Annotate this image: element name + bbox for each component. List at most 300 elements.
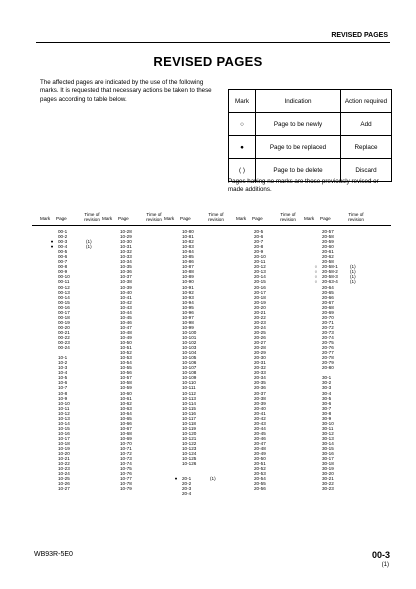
- page-number: 30-14: [322, 440, 334, 446]
- page-number: 20-38: [254, 395, 266, 401]
- legend-action: Replace: [341, 136, 392, 159]
- column-header-mark: Mark: [236, 216, 247, 221]
- column-header-time: Time of revision: [84, 212, 100, 222]
- legend-action: Add: [341, 113, 392, 136]
- page-number: 10-71: [120, 446, 132, 452]
- page-number: 10-117: [182, 415, 196, 421]
- page-number: 10-66: [120, 420, 132, 426]
- page-number: 10-82: [182, 239, 194, 245]
- page-number: 20-41: [254, 410, 266, 416]
- page-number: 10-23: [58, 466, 70, 472]
- page-number: 10-118: [182, 420, 196, 426]
- page-number: 10-20: [58, 451, 70, 457]
- page-number: 00-5: [58, 249, 68, 255]
- page-number: 20-4: [182, 491, 192, 497]
- page-number: 10-36: [120, 269, 132, 275]
- page-title: REVISED PAGES: [153, 54, 263, 69]
- legend-indication: Page to be newly: [256, 113, 341, 136]
- page-number: 10-16: [58, 430, 70, 436]
- page-number: 10-110: [182, 380, 196, 386]
- page-number: 00-2: [58, 234, 68, 240]
- page-number: 20-53: [254, 471, 266, 477]
- page-number: 30-2: [322, 380, 332, 386]
- page-number: 10-60: [120, 390, 132, 396]
- page-number: 30-21: [322, 476, 334, 482]
- page-number: 00-1: [58, 229, 68, 234]
- page-number: 10-119: [182, 425, 196, 431]
- page-number: 00-3: [58, 239, 68, 245]
- page-number: 00-4: [58, 244, 68, 250]
- page-number: 10-49: [120, 334, 132, 340]
- column-header-rule: [32, 225, 391, 226]
- page-number: 10-85: [182, 254, 194, 260]
- page-number: 00-12: [58, 284, 70, 290]
- column-header-time: Time of revision: [146, 212, 162, 222]
- page-number: 30-22: [322, 481, 334, 487]
- revision-number: (1): [86, 239, 92, 245]
- page-number: 10-15: [58, 425, 70, 431]
- page-number: 20-23: [254, 319, 266, 325]
- page-number: 10-105: [182, 355, 197, 361]
- legend-row-add: [229, 113, 392, 136]
- page-number: 20-22: [254, 314, 266, 320]
- column-header-page: Page: [56, 216, 67, 221]
- page-number: 20-52: [254, 466, 266, 472]
- page-number: 20-49: [254, 451, 266, 457]
- page-number: 20-11: [254, 259, 266, 265]
- page-number: 10-4: [58, 370, 68, 376]
- page-number: 20-58-3: [322, 274, 338, 280]
- page-number: 30-10: [322, 420, 334, 426]
- legend-indication: Page to be delete: [256, 159, 341, 182]
- page-number: 30-7: [322, 405, 332, 411]
- page-number: 10-76: [120, 471, 132, 477]
- page-number: 10-31: [120, 244, 132, 250]
- page-number: 10-50: [120, 340, 132, 346]
- legend-note: Pages having no marks are those previously revised or made additions.: [228, 178, 379, 194]
- page-number: 00-17: [58, 309, 70, 315]
- filled-circle-icon: ●: [174, 476, 178, 482]
- page-number: 20-59: [322, 239, 334, 245]
- page-number: 10-10: [58, 400, 70, 406]
- revision-number: (1): [350, 264, 356, 270]
- page-number: 10-42: [120, 299, 132, 305]
- revision-number: (1): [210, 476, 216, 482]
- page-number: 20-39: [254, 400, 266, 406]
- legend-action: Discard: [341, 159, 392, 182]
- revision-number: (1): [86, 244, 92, 250]
- page-number: 20-65: [322, 289, 334, 295]
- page-number: 10-56: [120, 370, 132, 376]
- page-number: 10-17: [58, 435, 70, 441]
- page-number: 30-23: [322, 486, 334, 492]
- page-number: 10-3: [58, 365, 68, 371]
- page-number: 10-97: [182, 314, 194, 320]
- page-number: 10-121: [182, 435, 197, 441]
- page-number: 20-14: [254, 274, 266, 280]
- page-number: 30-20: [322, 471, 334, 477]
- page-number: 20-25: [254, 329, 266, 335]
- page-number: 20-31: [254, 360, 266, 366]
- page-number: 10-52: [120, 350, 132, 356]
- page-number: 10-101: [182, 334, 197, 340]
- page-number: 10-79: [120, 486, 132, 492]
- page-number: 20-57: [322, 229, 334, 234]
- page-number: 30-19: [322, 466, 334, 472]
- page-number: 10-80: [182, 229, 194, 234]
- page-number: 20-21: [254, 309, 266, 315]
- page-number: 20-54: [254, 476, 266, 482]
- page-number: 10-25: [58, 476, 70, 482]
- page-number: 10-104: [182, 350, 197, 356]
- page-number: 20-66: [322, 294, 334, 300]
- page-number: 20-56: [254, 486, 266, 492]
- page-number: 20-40: [254, 405, 266, 411]
- page-number: 20-55: [254, 481, 266, 487]
- page-number: 10-46: [120, 319, 132, 325]
- page-number: 20-17: [254, 289, 266, 295]
- page-number: 20-50: [254, 456, 266, 462]
- page-number: 10-107: [182, 365, 197, 371]
- page-number: 20-44: [254, 425, 266, 431]
- page-number: 20-68: [322, 304, 334, 310]
- page-number: 20-45: [254, 430, 266, 436]
- page-number: 20-32: [254, 365, 266, 371]
- page-number: 20-8: [254, 244, 264, 250]
- page-number: 20-5: [254, 229, 264, 234]
- page-number: 10-44: [120, 309, 132, 315]
- page-number: 10-18: [58, 440, 70, 446]
- page-number: 20-13: [254, 269, 266, 275]
- page-number: 00-9: [58, 269, 68, 275]
- marks-legend-table: [228, 89, 392, 182]
- page-number: 10-69: [120, 435, 132, 441]
- revision-number: (1): [350, 279, 356, 285]
- page-number: 10-39: [120, 284, 132, 290]
- page-number: 10-21: [58, 456, 70, 462]
- filled-circle-icon: ●: [229, 136, 256, 159]
- hollow-circle-icon: ○: [314, 279, 318, 285]
- legend-header-row: [229, 90, 392, 113]
- page-number: 30-15: [322, 446, 334, 452]
- page-number: 10-92: [182, 289, 194, 295]
- page-number: 10-48: [120, 329, 132, 335]
- page-column: [314, 229, 356, 492]
- page-number: 20-19: [254, 299, 266, 305]
- column-header-page: Page: [180, 216, 191, 221]
- page-number: 10-7: [58, 385, 68, 391]
- page-number: 30-4: [322, 390, 332, 396]
- page-number: 10-109: [182, 375, 197, 381]
- column-header-mark: Mark: [40, 216, 51, 221]
- page-number: 30-8: [322, 410, 332, 416]
- page-number: 10-126: [182, 461, 197, 467]
- page-number: 20-58: [322, 259, 334, 265]
- page-number: 20-3: [182, 486, 192, 492]
- page-number: 20-30: [254, 355, 266, 361]
- page-number: 10-37: [120, 274, 132, 280]
- footer-page-number: 00-3: [371, 550, 390, 560]
- page-number: 20-67: [322, 299, 334, 305]
- page-number: 10-61: [120, 395, 132, 401]
- page-number: 00-20: [58, 324, 70, 330]
- legend-indication: Page to be replaced: [256, 136, 341, 159]
- hollow-circle-icon: ○: [314, 264, 318, 270]
- legend-row-replace: [229, 136, 392, 159]
- legend-header-mark: Mark: [229, 90, 256, 113]
- page-number: 20-69: [322, 309, 334, 315]
- page-number: 10-120: [182, 430, 197, 436]
- page-number: 10-53: [120, 355, 132, 361]
- page-number: 30-16: [322, 451, 334, 457]
- page-number: 10-64: [120, 410, 132, 416]
- page-number: 10-62: [120, 400, 132, 406]
- page-number: 10-47: [120, 324, 132, 330]
- page-number: 10-2: [58, 360, 68, 366]
- page-number: 20-62: [322, 254, 334, 260]
- page-number: 10-98: [182, 319, 194, 325]
- page-number: 20-58-2: [322, 269, 338, 275]
- page-number: 10-116: [182, 410, 196, 416]
- page-number: 10-11: [58, 405, 70, 411]
- page-number: 20-9: [254, 249, 264, 255]
- page-number: 10-90: [182, 279, 194, 285]
- page-number: 10-35: [120, 264, 132, 270]
- page-number: 10-114: [182, 400, 196, 406]
- footer-model-code: WB93R-5E0: [34, 551, 73, 558]
- page-number: 10-9: [58, 395, 68, 401]
- page-number: 10-8: [58, 390, 68, 396]
- page-number: 20-2: [182, 481, 192, 487]
- page-number: 10-111: [182, 385, 196, 391]
- page-number: 10-124: [182, 451, 197, 457]
- column-header-page: Page: [252, 216, 263, 221]
- page-number: 00-23: [58, 340, 70, 346]
- page-number: 10-32: [120, 249, 132, 255]
- page-number: 20-73: [322, 329, 334, 335]
- page-number: 10-19: [58, 446, 70, 452]
- page-number: 10-67: [120, 425, 132, 431]
- page-number: 10-102: [182, 340, 197, 346]
- page-number: 10-55: [120, 365, 132, 371]
- page-number: 20-10: [254, 254, 266, 260]
- intro-paragraph: The affected pages are indicated by the use of the following marks. It is requested that necessary actions be taken to these pages according to table below.: [40, 79, 212, 103]
- page-number: 10-12: [58, 410, 70, 416]
- page-number: 20-12: [254, 264, 266, 270]
- page-number: 10-122: [182, 440, 197, 446]
- page-number: 10-93: [182, 294, 194, 300]
- page-number: 20-51: [254, 461, 266, 467]
- page-number: 10-33: [120, 254, 132, 260]
- page-number: 20-42: [254, 415, 266, 421]
- page-number: 10-57: [120, 375, 132, 381]
- column-header-time: Time of revision: [280, 212, 296, 222]
- page-number: 20-26: [254, 334, 266, 340]
- page-number: 30-3: [322, 385, 332, 391]
- page-number: 20-79: [322, 360, 334, 366]
- list-item: [182, 491, 196, 496]
- page-number: 20-36: [254, 385, 266, 391]
- page-number: 30-13: [322, 435, 334, 441]
- page-number: 10-106: [182, 360, 197, 366]
- page-number: 20-16: [254, 284, 266, 290]
- page-number: 10-5: [58, 375, 68, 381]
- page-number: 30-6: [322, 400, 332, 406]
- page-number: 10-30: [120, 239, 132, 245]
- page-number: 10-45: [120, 314, 132, 320]
- page-number: 10-103: [182, 345, 197, 351]
- page-number: 20-34: [254, 375, 266, 381]
- page-number: 10-63: [120, 405, 132, 411]
- page-number: 10-100: [182, 329, 197, 335]
- page-number: 10-1: [58, 355, 68, 361]
- footer-revision: (1): [381, 562, 389, 568]
- page-number: 30-9: [322, 415, 332, 421]
- page-number: 10-78: [120, 481, 132, 487]
- page-number: 10-74: [120, 461, 132, 467]
- page-number: 10-65: [120, 415, 132, 421]
- list-item: [58, 486, 70, 491]
- page-number: 20-47: [254, 440, 266, 446]
- page-number: 20-37: [254, 390, 266, 396]
- page-column: [254, 229, 266, 491]
- page-number: 20-15: [254, 279, 266, 285]
- page-number: 10-14: [58, 420, 70, 426]
- page-number: 20-43: [254, 420, 266, 426]
- page-number: 00-19: [58, 319, 70, 325]
- page-number: 20-77: [322, 350, 334, 356]
- page-number: 30-12: [322, 430, 334, 436]
- page-number: 00-13: [58, 289, 70, 295]
- page-number: 10-123: [182, 446, 197, 452]
- header-section-title: REVISED PAGES: [331, 32, 388, 39]
- page-number: 00-21: [58, 329, 70, 335]
- page-number: 20-46: [254, 435, 266, 441]
- page-number: 10-108: [182, 370, 197, 376]
- page-number: 10-43: [120, 304, 132, 310]
- page-number: 10-88: [182, 269, 194, 275]
- column-header-mark: Mark: [164, 216, 175, 221]
- page-number: 20-75: [322, 340, 334, 346]
- page-number: 20-70: [322, 314, 334, 320]
- column-header-page: Page: [118, 216, 129, 221]
- page-number: 10-26: [58, 481, 70, 487]
- page-number: 10-28: [120, 229, 132, 234]
- page-number: 00-16: [58, 304, 70, 310]
- page-column: [174, 229, 216, 497]
- page-number: 10-72: [120, 451, 132, 457]
- revision-number: (1): [350, 269, 356, 275]
- page-number: 10-113: [182, 395, 196, 401]
- page-number: 00-10: [58, 274, 70, 280]
- page-number: 20-71: [322, 319, 334, 325]
- page-number: 10-29: [120, 234, 132, 240]
- page-column: [50, 229, 92, 492]
- page-number: 20-72: [322, 324, 334, 330]
- list-item: [120, 486, 132, 491]
- page-number: 20-74: [322, 334, 334, 340]
- list-item: [254, 486, 266, 491]
- revision-number: (1): [350, 274, 356, 280]
- filled-circle-icon: ●: [50, 239, 54, 245]
- page-number: 00-7: [58, 259, 68, 265]
- page-number: 10-73: [120, 456, 132, 462]
- page-number: 30-5: [322, 395, 332, 401]
- page-number: 10-83: [182, 244, 194, 250]
- column-header-page: Page: [320, 216, 331, 221]
- list-item: [322, 486, 338, 491]
- page-number: 00-11: [58, 279, 70, 285]
- page-number: 00-6: [58, 254, 68, 260]
- page-number: 10-51: [120, 345, 132, 351]
- page-number: 10-91: [182, 284, 194, 290]
- page-number: 30-11: [322, 425, 334, 431]
- page-number: 10-27: [58, 486, 70, 492]
- page-number: 00-15: [58, 299, 70, 305]
- filled-circle-icon: ●: [50, 244, 54, 250]
- legend-header-action: Action required: [341, 90, 392, 113]
- legend-header-indication: Indication: [256, 90, 341, 113]
- page-number: 10-86: [182, 259, 194, 265]
- page-number: 20-64: [322, 284, 334, 290]
- page-number: 10-40: [120, 289, 132, 295]
- page-number: 10-24: [58, 471, 70, 477]
- page-number: 10-54: [120, 360, 132, 366]
- page-number: 30-18: [322, 461, 334, 467]
- page-number: 10-41: [120, 294, 132, 300]
- page-number: 10-112: [182, 390, 196, 396]
- page-number: 10-125: [182, 456, 197, 462]
- hollow-circle-icon: ○: [314, 269, 318, 275]
- column-header-time: Time of revision: [348, 212, 364, 222]
- page-number: 10-34: [120, 259, 132, 265]
- page-number: 10-13: [58, 415, 70, 421]
- page-number: 00-22: [58, 334, 70, 340]
- page-number: 20-76: [322, 345, 334, 351]
- page-number: 20-58: [322, 234, 334, 240]
- page-number: 10-95: [182, 304, 194, 310]
- column-header-time: Time of revision: [208, 212, 224, 222]
- page-number: 30-1: [322, 375, 332, 381]
- page-number: 10-115: [182, 405, 196, 411]
- page-number: 20-24: [254, 324, 266, 330]
- page-number: 10-59: [120, 385, 132, 391]
- page-number: 10-70: [120, 440, 132, 446]
- page-number: 20-80: [322, 365, 334, 371]
- page-number: 20-60: [322, 244, 334, 250]
- page-number: 20-33: [254, 370, 266, 376]
- hollow-circle-icon: ○: [314, 274, 318, 280]
- page-number: 10-96: [182, 309, 194, 315]
- page-number: 10-99: [182, 324, 194, 330]
- page-number: 10-58: [120, 380, 132, 386]
- page-number: 10-68: [120, 430, 132, 436]
- header-rule: [36, 42, 390, 43]
- page-number: 00-14: [58, 294, 70, 300]
- page-number: 20-35: [254, 380, 266, 386]
- page-number: 20-29: [254, 350, 266, 356]
- column-header-mark: Mark: [102, 216, 113, 221]
- page-number: 10-22: [58, 461, 70, 467]
- page-number: 00-24: [58, 345, 70, 351]
- page-number: 20-20: [254, 304, 266, 310]
- page-number: 20-28: [254, 345, 266, 351]
- page-number: 20-27: [254, 340, 266, 346]
- page-number: 00-18: [58, 314, 70, 320]
- page-number: 10-38: [120, 279, 132, 285]
- parentheses-mark: ( ): [229, 159, 256, 182]
- page-number: 20-61: [322, 249, 334, 255]
